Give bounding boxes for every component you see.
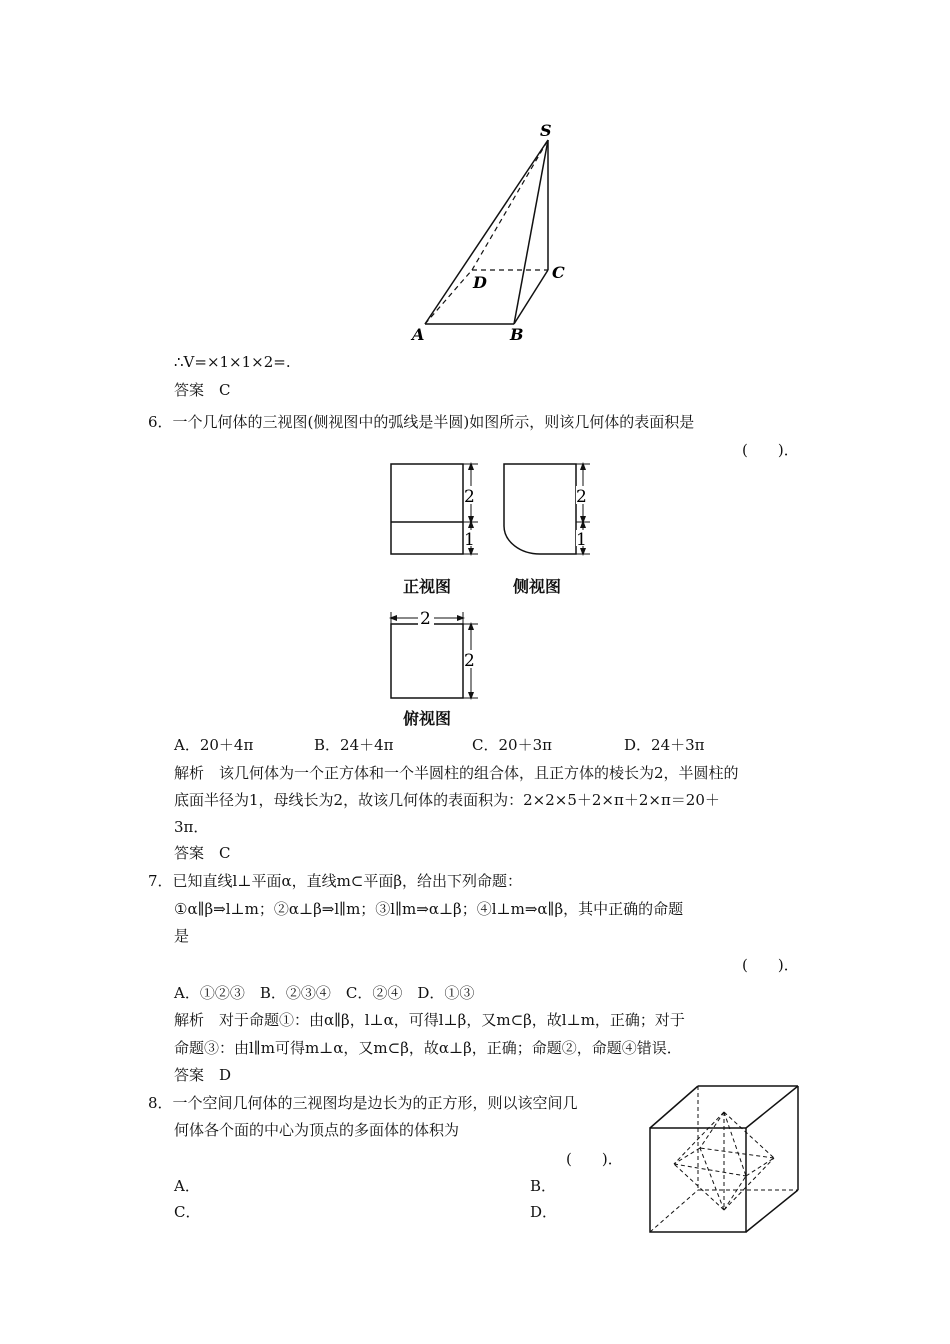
q6-stem: 6．一个几何体的三视图(侧视图中的弧线是半圆)如图所示，则该几何体的表面积是 bbox=[148, 413, 695, 431]
q8-option-d: D． bbox=[530, 1203, 558, 1221]
q8-option-c: C． bbox=[174, 1203, 201, 1221]
q6-analysis-1: 解析 该几何体为一个正方体和一个半圆柱的组合体，且正方体的棱长为2，半圆柱的 bbox=[174, 764, 739, 782]
q6-paren: ( )． bbox=[742, 441, 799, 459]
q8-option-b: B． bbox=[530, 1177, 557, 1195]
label-C: C bbox=[552, 263, 565, 282]
top-dim-depth: 2 bbox=[464, 651, 475, 671]
q7-answer: 答案 D bbox=[174, 1066, 232, 1084]
q6-option-b: B．24＋4π bbox=[314, 736, 394, 754]
q6-analysis-2: 底面半径为1，母线长为2，故该几何体的表面积为：2×2×5＋2×π＋2×π＝20＋ bbox=[174, 791, 720, 809]
pyramid-figure bbox=[400, 120, 580, 350]
q6-option-d: D．24＋3π bbox=[624, 736, 705, 754]
q7-analysis-2: 命题③：由l∥m可得m⊥α，又m⊂β，故α⊥β，正确；命题②，命题④错误． bbox=[174, 1039, 682, 1057]
front-view-caption: 正视图 bbox=[403, 577, 452, 596]
side-dim-1: 1 bbox=[576, 530, 587, 550]
side-view bbox=[500, 460, 595, 560]
q8-stem-2: 何体各个面的中心为顶点的多面体的体积为 bbox=[174, 1121, 460, 1139]
side-dim-2: 2 bbox=[576, 487, 587, 507]
top-view-caption: 俯视图 bbox=[403, 709, 452, 728]
q8-option-a: A． bbox=[174, 1177, 200, 1195]
q6-option-c: C．20＋3π bbox=[472, 736, 552, 754]
q7-analysis-1: 解析 对于命题①：由α∥β，l⊥α，可得l⊥β，又m⊂β，故l⊥m，正确；对于 bbox=[174, 1011, 685, 1029]
front-dim-2: 2 bbox=[464, 487, 475, 507]
q6-analysis-3: 3π． bbox=[174, 818, 209, 836]
q7-stem: 7．已知直线l⊥平面α，直线m⊂平面β，给出下列命题： bbox=[148, 872, 523, 890]
front-view bbox=[388, 460, 483, 560]
q8-paren: ( )． bbox=[566, 1150, 623, 1168]
q7-props: ①α∥β⇒l⊥m；②α⊥β⇒l∥m；③l∥m⇒α⊥β；④l⊥m⇒α∥β，其中正确的命题 bbox=[174, 900, 684, 918]
q7-props-2: 是 bbox=[174, 927, 190, 945]
q5-answer: 答案 C bbox=[174, 381, 231, 399]
top-dim-width: 2 bbox=[420, 610, 431, 629]
label-S: S bbox=[540, 121, 552, 140]
q8-stem-1: 8．一个空间几何体的三视图均是边长为的正方形，则以该空间几 bbox=[148, 1094, 578, 1112]
q6-answer: 答案 C bbox=[174, 844, 231, 862]
label-D: D bbox=[473, 273, 487, 292]
top-view bbox=[388, 610, 483, 702]
side-view-caption: 侧视图 bbox=[513, 577, 562, 596]
front-dim-1: 1 bbox=[464, 530, 475, 550]
q7-options: A．①②③ B．②③④ C．②④ D．①③ bbox=[174, 984, 475, 1002]
label-A: A bbox=[412, 325, 425, 344]
cube-octahedron-figure bbox=[644, 1080, 809, 1240]
q7-paren: ( )． bbox=[742, 956, 799, 974]
label-B: B bbox=[510, 325, 524, 344]
q6-option-a: A．20＋4π bbox=[174, 736, 254, 754]
q5-volume-line: ∴V=×1×1×2=. bbox=[174, 353, 291, 371]
